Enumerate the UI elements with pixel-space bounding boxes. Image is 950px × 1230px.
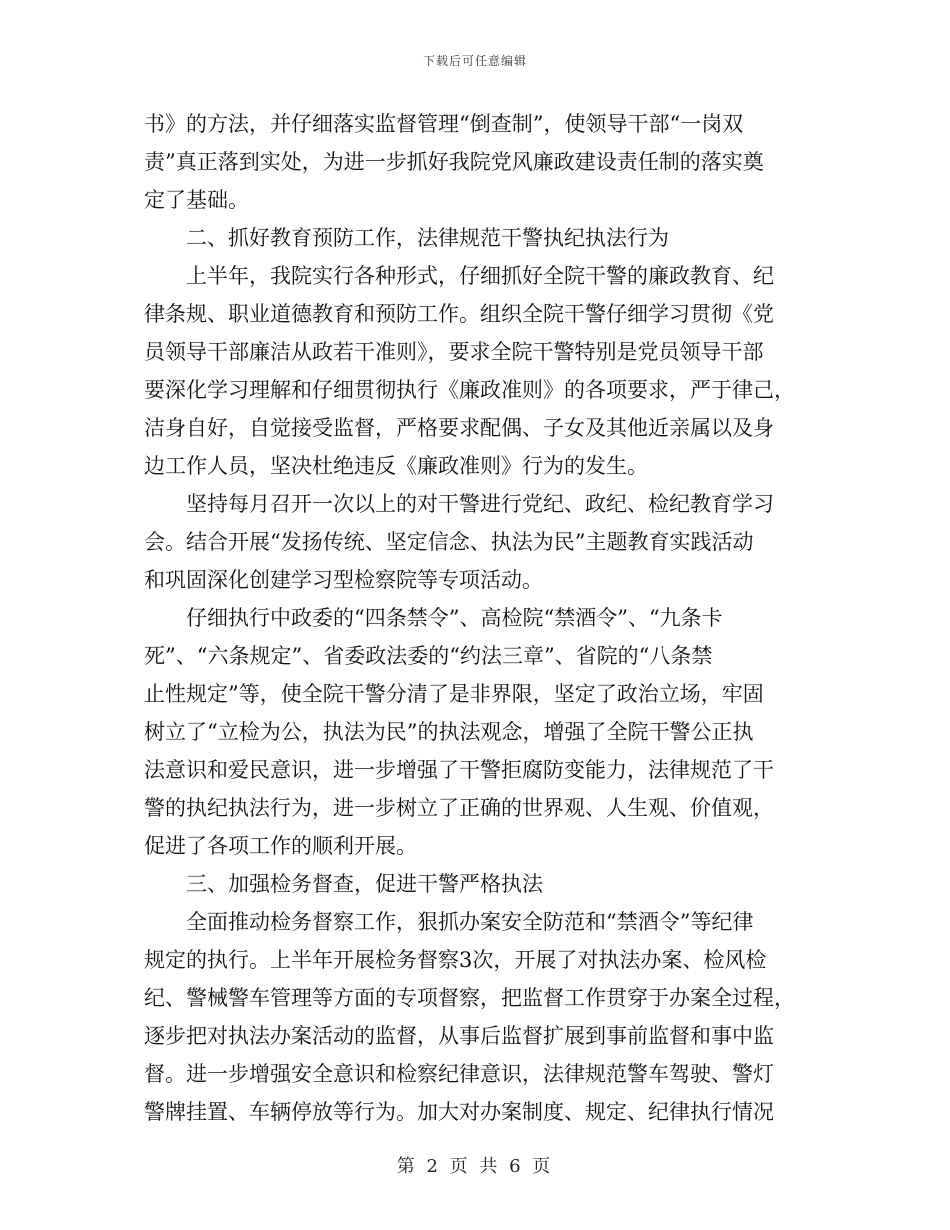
text-line: 边工作人员，坚决杜绝违反《廉政准则》行为的发生。 [144, 454, 648, 478]
page-header-note: 下载后可任意编辑 [422, 54, 527, 68]
section-heading: 三、加强检务督查，促进干警严格执法 [186, 872, 543, 896]
text-line: 促进了各项工作的顺利开展。 [144, 834, 417, 858]
text-line: 警牌挂置、车辆停放等行为。加大对办案制度、规定、纪律执行情况 [144, 1100, 774, 1124]
text-line: 律条规、职业道德教育和预防工作。组织全院干警仔细学习贯彻《党 [144, 302, 774, 326]
text-line: 书》的方法，并仔细落实监督管理“倒查制”，使领导干部“一岗双 [144, 112, 744, 136]
text-line: 逐步把对执法办案活动的监督，从事后监督扩展到事前监督和事中监 [144, 1024, 774, 1048]
text-line: 督。进一步增强安全意识和检察纪律意识，法律规范警车驾驶、警灯 [144, 1062, 774, 1086]
text-line: 法意识和爱民意识，进一步增强了干警拒腐防变能力，法律规范了干 [144, 758, 774, 782]
text-line: 规定的执行。上半年开展检务督察3次，开展了对执法办案、检风检 [144, 948, 767, 972]
text-line: 责”真正落到实处，为进一步抓好我院党风廉政建设责任制的落实奠 [144, 150, 764, 174]
text-line: 要深化学习理解和仔细贯彻执行《廉政准则》的各项要求，严于律己， [144, 378, 795, 402]
text-line: 和巩固深化创建学习型检察院等专项活动。 [144, 568, 543, 592]
text-line: 止性规定”等，使全院干警分清了是非界限，坚定了政治立场，牢固 [144, 682, 764, 706]
text-line: 洁身自好，自觉接受监督，严格要求配偶、子女及其他近亲属以及身 [144, 416, 774, 440]
text-line: 仔细执行中政委的“四条禁令”、高检院“禁酒令”、“九条卡 [186, 606, 723, 630]
text-line: 定了基础。 [144, 188, 249, 212]
text-line: 会。结合开展“发扬传统、坚定信念、执法为民”主题教育实践活动 [144, 530, 754, 554]
text-line: 死”、“六条规定”、省委政法委的“约法三章”、省院的“八条禁 [144, 644, 713, 668]
page-number-footer: 第 2 页 共 6 页 [396, 1156, 554, 1177]
text-line: 坚持每月召开一次以上的对干警进行党纪、政纪、检纪教育学习 [186, 492, 774, 516]
text-line: 树立了“立检为公，执法为民”的执法观念，增强了全院干警公正执 [144, 720, 754, 744]
text-line: 上半年，我院实行各种形式，仔细抓好全院干警的廉政教育、纪 [186, 264, 774, 288]
text-line: 纪、警械警车管理等方面的专项督察，把监督工作贯穿于办案全过程， [144, 986, 795, 1010]
text-line: 全面推动检务督察工作，狠抓办案安全防范和“禁酒令”等纪律 [186, 910, 754, 934]
document-body [144, 105, 804, 1131]
text-line: 员领导干部廉洁从政若干准则》，要求全院干警特别是党员领导干部 [144, 340, 764, 364]
section-heading: 二、抓好教育预防工作，法律规范干警执纪执法行为 [186, 226, 669, 250]
text-line: 警的执纪执法行为，进一步树立了正确的世界观、人生观、价值观， [144, 796, 774, 820]
